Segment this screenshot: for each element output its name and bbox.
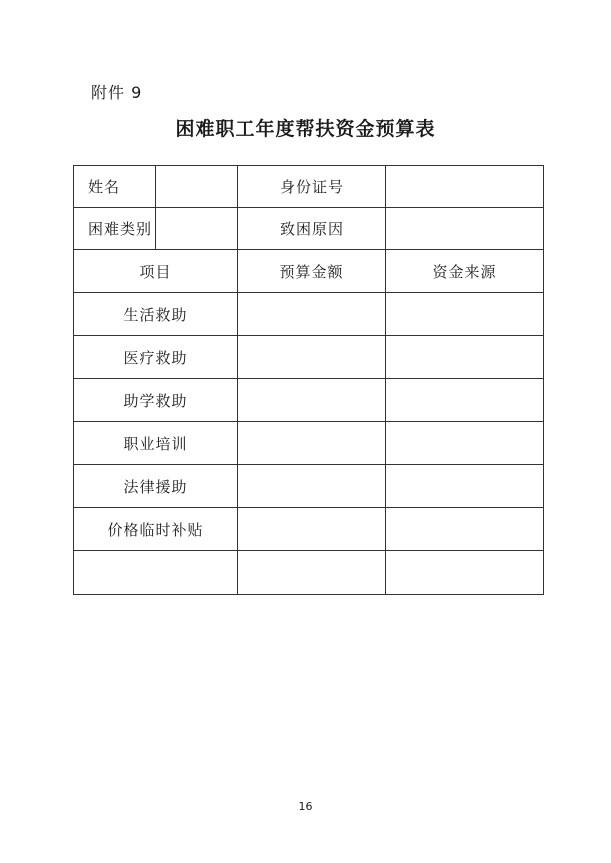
budget-cell[interactable] (238, 508, 386, 551)
table-row-name (74, 166, 544, 208)
budget-cell[interactable] (238, 551, 386, 595)
attachment-label: 附件 9 (91, 83, 143, 102)
item-label: 助学救助 (74, 379, 238, 422)
cause-label: 致困原因 (238, 208, 386, 250)
column-header-source: 资金来源 (386, 250, 544, 293)
source-cell[interactable] (386, 293, 544, 336)
table-row (74, 379, 544, 422)
budget-table (73, 165, 544, 595)
item-label[interactable] (74, 551, 238, 595)
table-row (74, 422, 544, 465)
table-row (74, 508, 544, 551)
cause-cell[interactable] (386, 208, 544, 250)
budget-cell[interactable] (238, 422, 386, 465)
budget-cell[interactable] (238, 293, 386, 336)
budget-cell[interactable] (238, 336, 386, 379)
source-cell[interactable] (386, 465, 544, 508)
source-cell[interactable] (386, 508, 544, 551)
name-label: 姓名 (74, 166, 156, 208)
item-label: 职业培训 (74, 422, 238, 465)
item-label: 法律援助 (74, 465, 238, 508)
item-label: 价格临时补贴 (74, 508, 238, 551)
table-header-row (74, 250, 544, 293)
table-row (74, 293, 544, 336)
budget-cell[interactable] (238, 465, 386, 508)
id-number-label: 身份证号 (238, 166, 386, 208)
budget-cell[interactable] (238, 379, 386, 422)
category-label: 困难类别 (74, 208, 156, 250)
source-cell[interactable] (386, 336, 544, 379)
item-label: 生活救助 (74, 293, 238, 336)
category-cell[interactable] (156, 208, 238, 250)
source-cell[interactable] (386, 551, 544, 595)
page-title: 困难职工年度帮扶资金预算表 (175, 118, 436, 140)
name-cell[interactable] (156, 166, 238, 208)
column-header-item: 项目 (74, 250, 238, 293)
table-row-category (74, 208, 544, 250)
id-number-cell[interactable] (386, 166, 544, 208)
page-number: 16 (298, 800, 313, 813)
table-row (74, 465, 544, 508)
source-cell[interactable] (386, 379, 544, 422)
column-header-budget: 预算金额 (238, 250, 386, 293)
table-row (74, 336, 544, 379)
table-row (74, 551, 544, 595)
item-label: 医疗救助 (74, 336, 238, 379)
source-cell[interactable] (386, 422, 544, 465)
